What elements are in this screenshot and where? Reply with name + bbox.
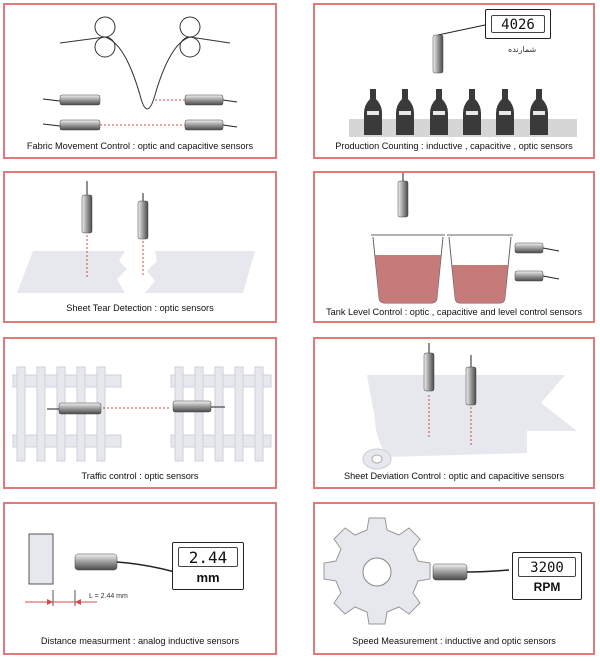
panel-caption: Sheet Deviation Control : optic and capacitive sensors <box>343 471 565 481</box>
panel-production-counting <box>313 3 595 159</box>
panel-distance-measurement <box>3 502 277 655</box>
panel-caption: Distance measurment : analog inductive sensors <box>40 636 240 646</box>
sheet-tear-illustration <box>5 173 275 321</box>
display-unit: RPM <box>533 580 561 594</box>
sheet-left <box>17 251 127 293</box>
panel-caption: Tank Level Control : optic , capacitive and level control sensors <box>326 307 582 317</box>
counter-value: 4026 <box>491 15 545 33</box>
production-counting-illustration <box>315 5 593 157</box>
distance-display <box>172 542 244 590</box>
panel-traffic <box>3 337 277 489</box>
target-plate <box>29 534 53 584</box>
speed-display <box>512 552 582 600</box>
panel-tank-level <box>313 171 595 323</box>
fence-right <box>171 367 271 461</box>
sensor-right-bottom <box>185 120 237 130</box>
panel-sheet-tear <box>3 171 277 323</box>
panel-fabric-movement <box>3 3 277 159</box>
beaker-left <box>371 235 445 303</box>
sheet-right <box>145 251 255 293</box>
counter-label: شمارنده <box>508 45 537 54</box>
traffic-illustration <box>5 339 275 487</box>
sensor-left-bottom <box>43 120 100 130</box>
deviation-sensor-right <box>466 355 476 405</box>
tear-sensor-right <box>138 193 148 239</box>
counting-sensor <box>433 35 443 73</box>
traffic-sensor-left <box>47 403 101 414</box>
display-value: 2.44 <box>178 547 238 567</box>
side-sensor-top <box>515 243 559 253</box>
fabric-movement-illustration <box>5 5 275 157</box>
panel-caption: Speed Measurement : inductive and optic sensors <box>352 636 556 646</box>
panel-caption: Fabric Movement Control : optic and capacitive sensors <box>26 141 254 151</box>
display-value: 3200 <box>518 557 576 577</box>
tank-level-illustration <box>315 173 593 321</box>
deviation-sensor-left <box>424 343 434 391</box>
dimension-label: L = 2.44 mm <box>89 593 128 600</box>
gear <box>324 518 430 624</box>
tear-sensor-left <box>82 181 92 233</box>
panel-sheet-deviation <box>313 337 595 489</box>
top-sensor <box>398 173 408 217</box>
display-unit: mm <box>196 570 220 585</box>
panel-caption: Traffic control : optic sensors <box>81 471 199 481</box>
panel-caption: Sheet Tear Detection : optic sensors <box>66 303 214 313</box>
panel-caption: Production Counting : inductive , capacitive , optic sensors <box>335 141 573 151</box>
sheet-deviation-illustration <box>315 339 593 487</box>
panel-speed-measurement <box>313 502 595 655</box>
distance-sensor <box>75 554 175 572</box>
counter-display <box>485 9 551 39</box>
sensor-right-top <box>185 95 237 105</box>
side-sensor-bottom <box>515 271 559 281</box>
sensor-left-top <box>43 95 100 105</box>
speed-sensor <box>433 564 509 580</box>
beaker-right <box>447 235 513 303</box>
